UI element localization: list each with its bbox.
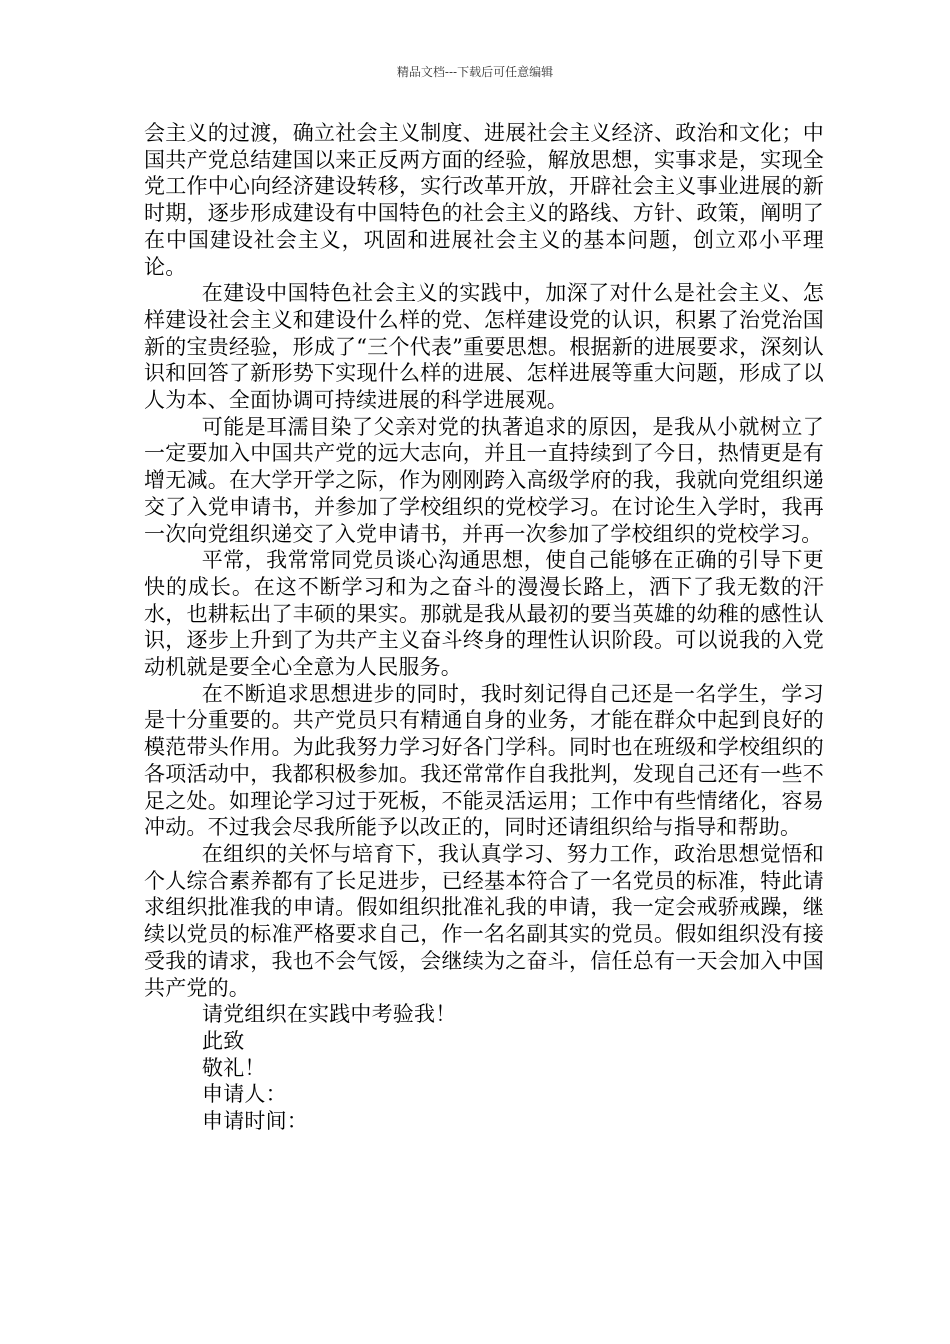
closing-salutation: 此致 [202,1028,245,1053]
paragraph-4: 平常，我常常同党员谈心沟通思想，使自己能够在正确的引导下更快的成长。在这不断学习和为之奋斗的漫漫长路上，洒下了我无数的汗水，也耕耘出了丰硕的果实。那就是我从最初的要当英雄的幼稚的感性认识，逐步上升到了为共产主义奋斗终身的理性认识阶段。可以说我的入党动机就是要全心全意为人民服务。 [144,548,824,680]
applicant-label: 申请人： [202,1082,287,1107]
paragraph-3: 可能是耳濡目染了父亲对党的执著追求的原因，是我从小就树立了一定要加入中国共产党的远大志向，并且一直持续到了今日，热情更是有增无减。在大学开学之际，作为刚刚跨入高级学府的我，我就向党组织递交了入党申请书，并参加了学校组织的党校学习。在讨论生入学时，我再一次向党组织递交了入党申请书，并再一次参加了学校组织的党校学习。 [144,414,824,546]
paragraph-1: 会主义的过渡，确立社会主义制度、进展社会主义经济、政治和文化；中国共产党总结建国以来正反两方面的经验，解放思想，实事求是，实现全党工作中心向经济建设转移，实行改革开放，开辟社会主义事业进展的新时期，逐步形成建设有中国特色的社会主义的路线、方针、政策，阐明了在中国建设社会主义，巩固和进展社会主义的基本问题，创立邓小平理论。 [144,121,824,279]
document-body [144,120,824,1135]
application-date-label: 申请时间： [202,1109,308,1134]
paragraph-6: 在组织的关怀与培育下，我认真学习、努力工作，政治思想觉悟和个人综合素养都有了长足进步，已经基本符合了一名党员的标准，特此请求组织批准我的申请。假如组织批准礼我的申请，我一定会戒骄戒躁，继续以党员的标准严格要求自己，作一名名副其实的党员。假如组织没有接受我的请求，我也不会气馁，会继续为之奋斗，信任总有一天会加入中国共产党的。 [144,841,824,1000]
closing-regards: 敬礼！ [202,1055,266,1080]
paragraph-5: 在不断追求思想进步的同时，我时刻记得自己还是一名学生，学习是十分重要的。共产党员只有精通自身的业务，才能在群众中起到良好的模范带头作用。为此我努力学习好各门学科。同时也在班级和学校组织的各项活动中，我都积极参加。我还常常作自我批判，发现自己还有一些不足之处。如理论学习过于死板，不能灵活运用；工作中有些情绪化，容易冲动。不过我会尽我所能予以改正的，同时还请组织给与指导和帮助。 [144,681,824,840]
page-header: 精品文档---下载后可任意编辑 [396,65,554,79]
closing-request: 请党组织在实践中考验我！ [202,1002,457,1027]
paragraph-2: 在建设中国特色社会主义的实践中，加深了对什么是社会主义、怎样建设社会主义和建设什么样的党、怎样建设党的认识，积累了治党治国新的宝贵经验，形成了“三个代表”重要思想。根据新的进展要求，深刻认识和回答了新形势下实现什么样的进展、怎样进展等重大问题，形成了以人为本、全面协调可持续进展的科学进展观。 [144,281,824,413]
